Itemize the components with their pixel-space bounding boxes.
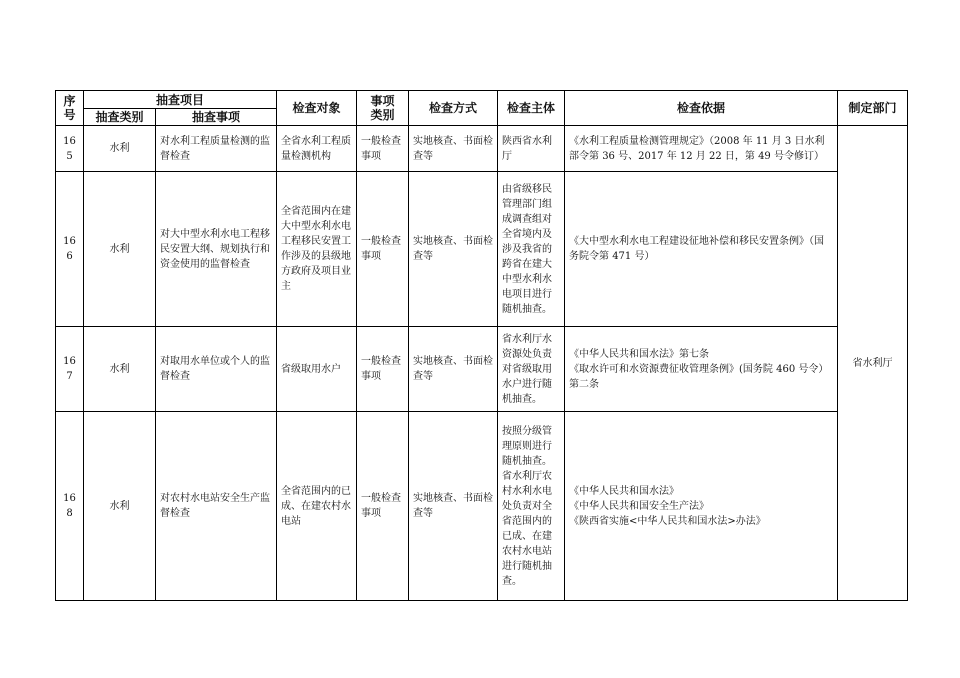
table-row [56, 412, 908, 601]
method-header: 检查方式 [409, 91, 498, 126]
basis-line: 《中华人民共和国安全生产法》 [569, 500, 710, 512]
type-cell: 一般检查事项 [357, 327, 409, 412]
object-cell: 全省范围内的已成、在建农村水电站 [277, 412, 357, 601]
category-cell: 水利 [84, 126, 156, 172]
dept-header: 制定部门 [838, 91, 908, 126]
subject-cell: 由省级移民管理部门组成调查组对全省境内及涉及我省的跨省在建大中型水利水电项目进行随机抽查。 [498, 172, 565, 327]
category-cell: 水利 [84, 412, 156, 601]
type-header-bottom: 类别 [370, 108, 395, 122]
table-row [56, 327, 908, 412]
basis-line: 《中华人民共和国水法》第七条 [569, 348, 710, 360]
basis-cell [565, 172, 838, 327]
basis-cell [565, 126, 838, 172]
object-header: 检查对象 [277, 91, 357, 126]
subject-cell: 按照分级管理原则进行随机抽查。省水利厅农村水利水电处负责对全省范围内的已成、在建农村水电站进行随机抽查。 [498, 412, 565, 601]
basis-header: 检查依据 [565, 91, 838, 126]
matter-cell: 对大中型水利水电工程移民安置大纲、规划执行和资金使用的监督检查 [156, 172, 277, 327]
method-cell: 实地核查、书面检查等 [409, 412, 498, 601]
type-header [357, 91, 409, 126]
basis-line: 《水利工程质量检测管理规定》（2008 年 11 月 3 日水利部令第 36 号、2017 年 12 月 22 日，第 49 号令修订） [569, 135, 825, 162]
seq-cell: 165 [56, 126, 84, 172]
type-cell: 一般检查事项 [357, 172, 409, 327]
object-cell: 全省水利工程质量检测机构 [277, 126, 357, 172]
seq-cell: 167 [56, 327, 84, 412]
category-cell: 水利 [84, 172, 156, 327]
basis-cell [565, 412, 838, 601]
method-cell: 实地核查、书面检查等 [409, 327, 498, 412]
subject-cell: 省水利厅水资源处负责对省级取用水户进行随机抽查。 [498, 327, 565, 412]
basis-line: 《大中型水利水电工程建设征地补偿和移民安置条例》（国务院令第 471 号） [569, 236, 825, 262]
type-cell: 一般检查事项 [357, 412, 409, 601]
header-row-1 [56, 91, 908, 109]
method-cell: 实地核查、书面检查等 [409, 172, 498, 327]
category-header: 抽查类别 [84, 109, 156, 126]
seq-header-bottom: 号 [63, 108, 76, 122]
basis-line: 《陕西省实施<中华人民共和国水法>办法》 [569, 515, 766, 527]
inspection-table [55, 90, 908, 601]
method-cell: 实地核查、书面检查等 [409, 126, 498, 172]
object-cell: 省级取用水户 [277, 327, 357, 412]
basis-line: 《中华人民共和国水法》 [569, 485, 680, 497]
subject-cell: 陕西省水利厅 [498, 126, 565, 172]
type-cell: 一般检查事项 [357, 126, 409, 172]
basis-line: 《取水许可和水资源费征收管理条例》(国务院 460 号令）第二条 [569, 363, 829, 390]
object-cell: 全省范围内在建大中型水利水电工程移民安置工作涉及的县级地方政府及项目业主 [277, 172, 357, 327]
table-row [56, 126, 908, 172]
seq-header-top: 序 [63, 94, 76, 108]
seq-cell: 166 [56, 172, 84, 327]
matter-cell: 对取用水单位或个人的监督检查 [156, 327, 277, 412]
matter-header: 抽查事项 [156, 109, 277, 126]
subject-header: 检查主体 [498, 91, 565, 126]
matter-cell: 对农村水电站安全生产监督检查 [156, 412, 277, 601]
basis-cell [565, 327, 838, 412]
dept-cell: 省水利厅 [838, 126, 908, 601]
matter-cell: 对水利工程质量检测的监督检查 [156, 126, 277, 172]
table-row [56, 172, 908, 327]
project-header: 抽查项目 [84, 91, 277, 109]
type-header-top: 事项 [370, 94, 395, 108]
seq-cell: 168 [56, 412, 84, 601]
category-cell: 水利 [84, 327, 156, 412]
seq-header [56, 91, 84, 126]
